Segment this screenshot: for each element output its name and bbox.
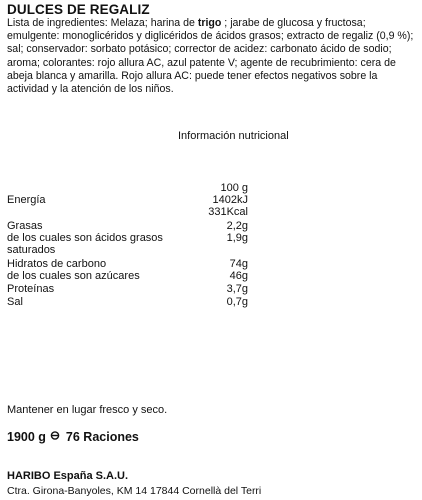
row-salt-label: Sal xyxy=(7,296,23,308)
storage-instructions: Mantener en lugar fresco y seco. xyxy=(7,404,168,416)
row-saturates-value: 1,9g xyxy=(226,232,248,244)
per-100g-header: 100 g xyxy=(220,182,248,194)
row-fat-label: Grasas xyxy=(7,220,43,232)
row-carbs-value: 74g xyxy=(229,258,248,270)
row-saturates-label: de los cuales son ácidos grasos xyxy=(7,232,163,244)
row-fat-value: 2,2g xyxy=(226,220,248,232)
product-title: DULCES DE REGALIZ xyxy=(7,2,150,17)
estimated-sign-icon xyxy=(50,430,60,444)
nutrition-title: Información nutricional xyxy=(178,130,289,142)
manufacturer-address: Ctra. Girona-Banyoles, KM 14 17844 Cornellà del Terri xyxy=(7,485,262,497)
ingredients-text-2: ; jarabe de glucosa y fructosa; emulgente: monoglicéridos y diglicéridos de ácidos grasos; extracto de regaliz (0,9 %); sal; conservador: sorbato potásico; corrector de acidez: carbonato ácido de sodio; aroma; colorantes: rojo allura AC, azul patente V; agente de recubrimiento: cera de abeja blanca y amarilla. Rojo allura AC: puede tener efectos negativos sobre la actividad y la atención de los niños. xyxy=(7,17,414,96)
row-protein-value: 3,7g xyxy=(226,283,248,295)
ingredients-list xyxy=(7,17,417,96)
ingredients-text-1: Lista de ingredientes: Melaza; harina de xyxy=(7,17,198,29)
row-sugars-value: 46g xyxy=(229,270,248,282)
row-carbs-label: Hidratos de carbono xyxy=(7,258,107,270)
manufacturer-name: HARIBO España S.A.U. xyxy=(7,470,129,482)
row-sugars-label: de los cuales son azúcares xyxy=(7,270,140,282)
net-weight: 1900 g xyxy=(7,430,46,444)
row-energy-kj-value: 1402kJ xyxy=(212,194,248,206)
row-salt-value: 0,7g xyxy=(226,296,248,308)
row-protein-label: Proteínas xyxy=(7,283,55,295)
portions-count: 76 Raciones xyxy=(65,430,139,444)
row-energy-kcal-value: 331Kcal xyxy=(208,206,248,218)
row-saturates-label-cont: saturados xyxy=(7,244,56,256)
package-weight-line xyxy=(7,430,139,444)
row-energy-label: Energía xyxy=(7,194,46,206)
allergen-wheat: trigo xyxy=(197,17,222,29)
